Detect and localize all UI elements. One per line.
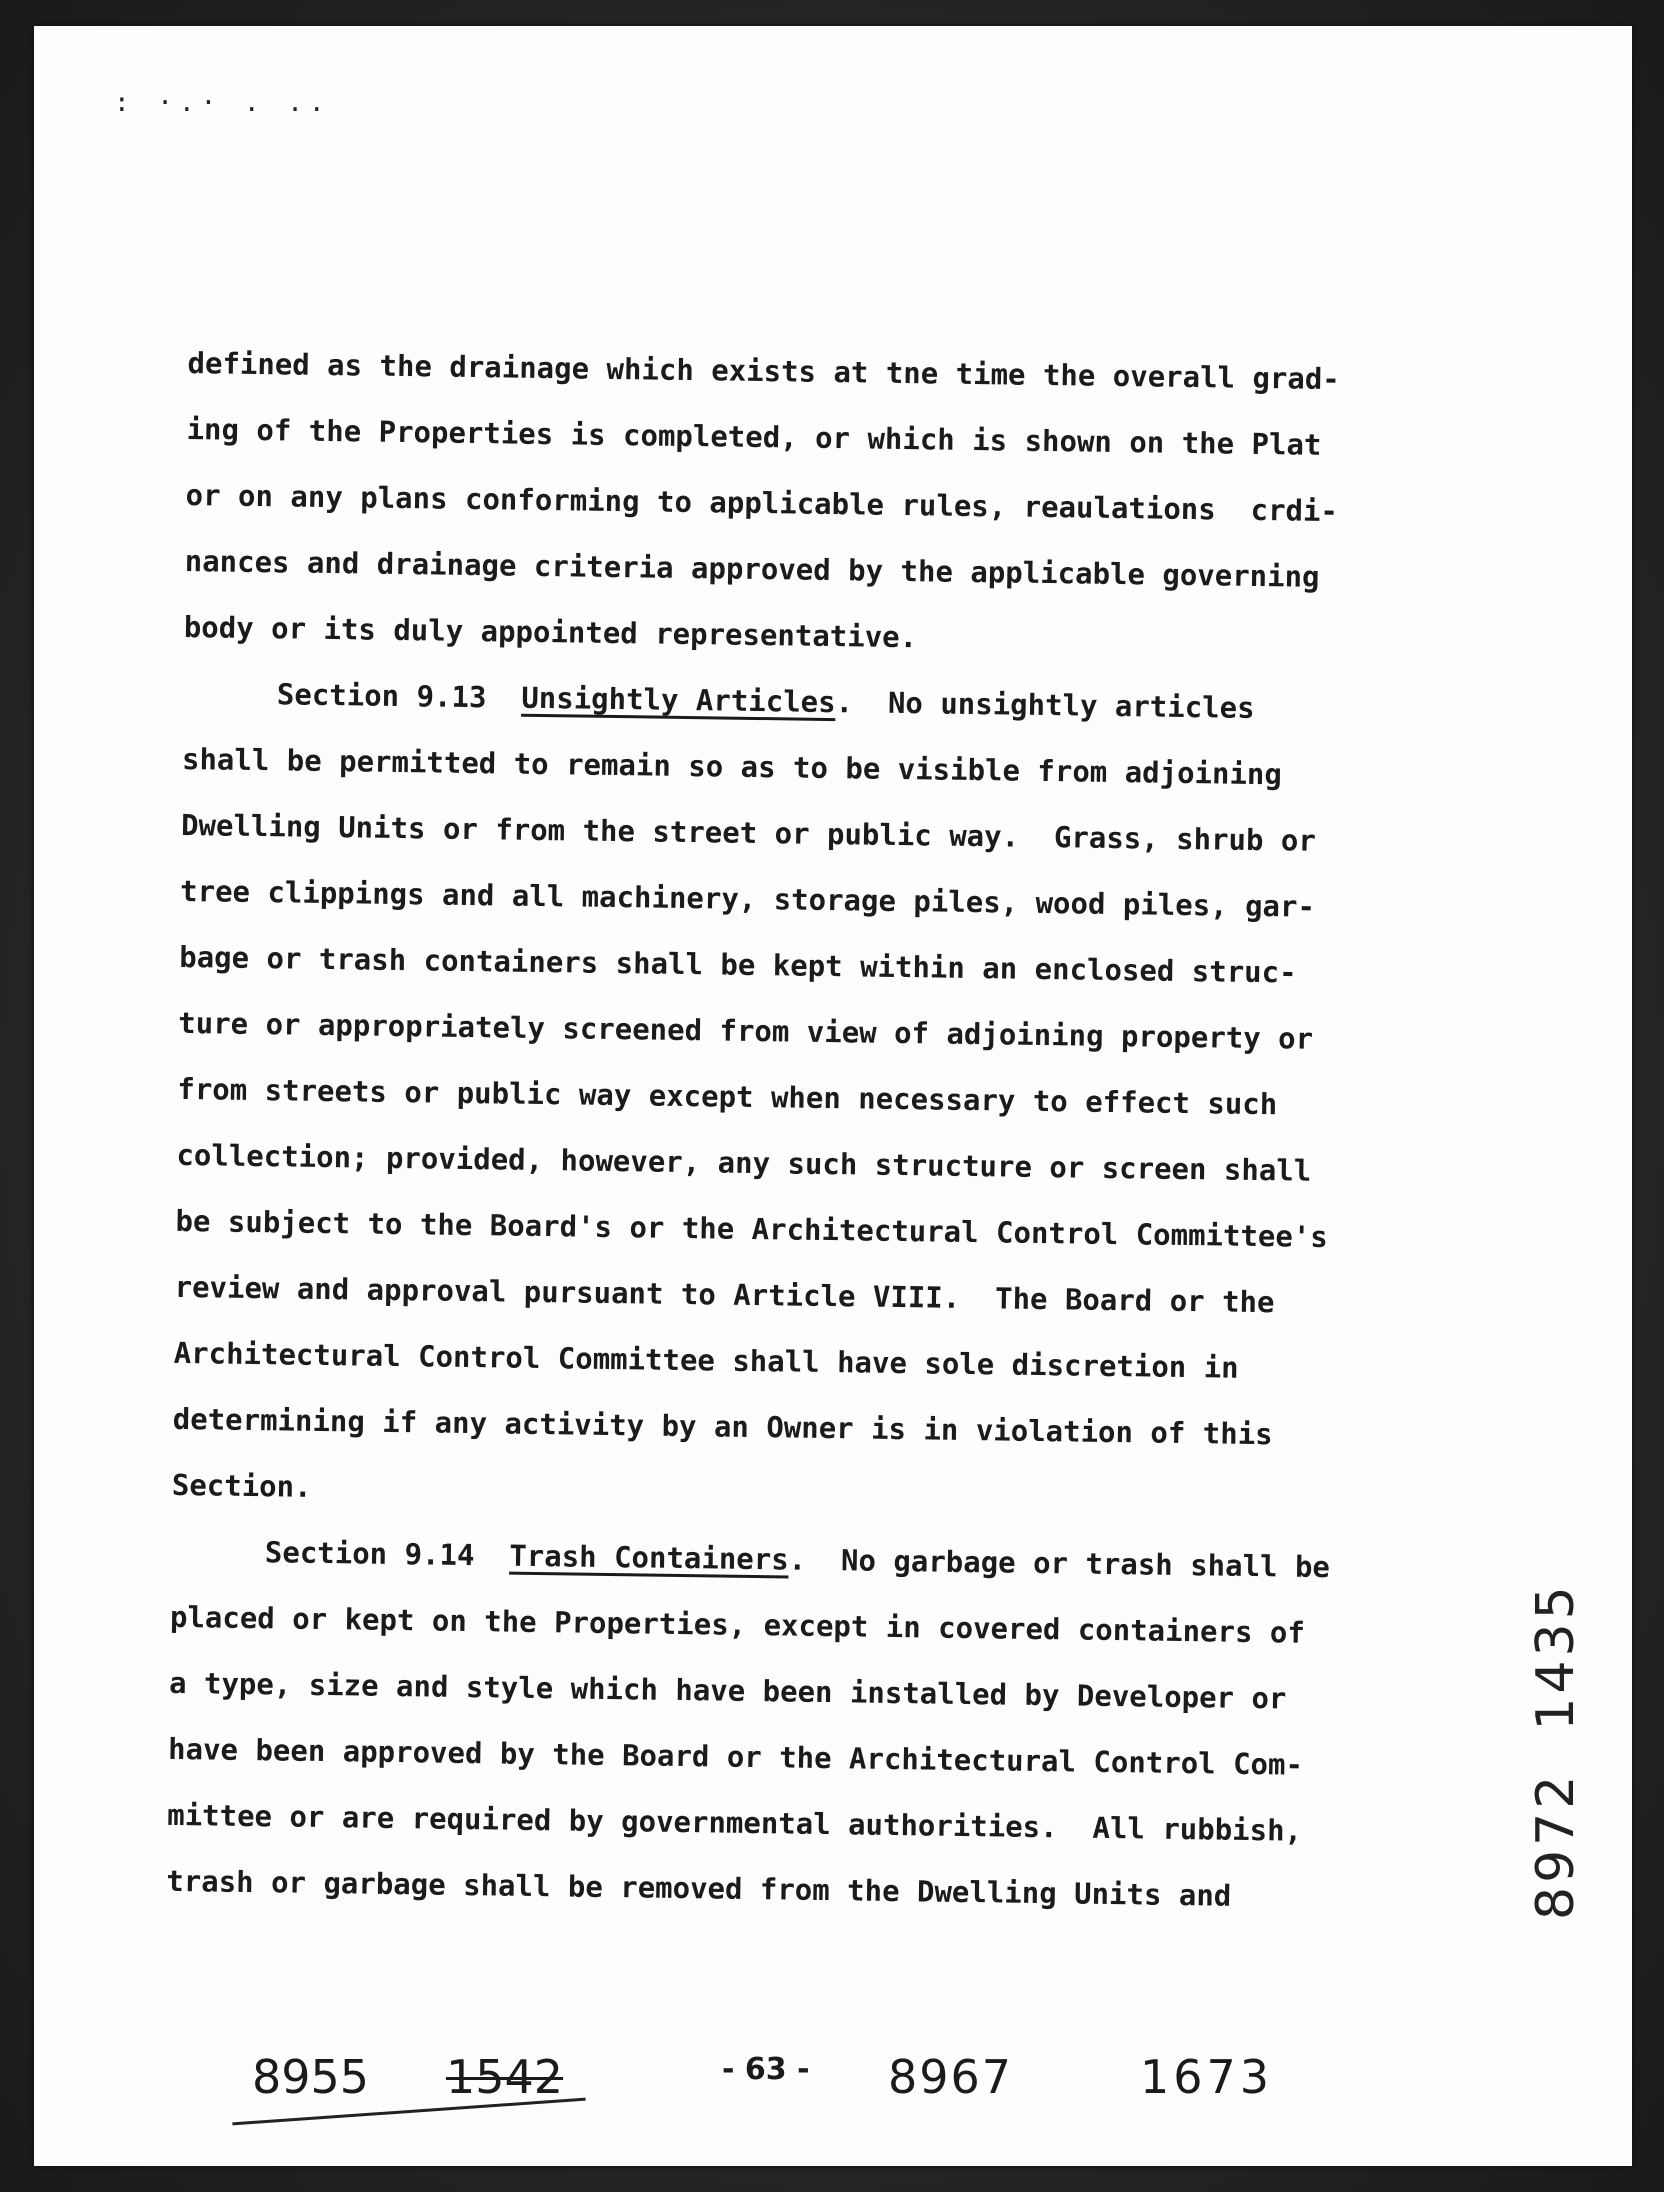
footer-left-number: 8955 bbox=[252, 2050, 370, 2104]
footer-struck-number: 1542 bbox=[446, 2050, 564, 2104]
section-9-14-title: Trash Containers bbox=[509, 1538, 789, 1577]
body-line-2: ing of the Properties is completed, or which is shown on the Plat bbox=[186, 411, 1322, 462]
section-9-13-title: Unsightly Articles bbox=[521, 680, 836, 720]
section-9-13-line-1: shall be permitted to remain so as to be visible from adjoining bbox=[181, 741, 1283, 792]
section-9-13-line-3: tree clippings and all machinery, storage piles, wood piles, gar- bbox=[179, 873, 1316, 924]
section-9-14-number: Section 9.14 bbox=[264, 1535, 475, 1573]
section-9-14-line-3: have been approved by the Board or the Architectural Control Com- bbox=[167, 1731, 1304, 1782]
footer-right-number: 1673 bbox=[1140, 2050, 1274, 2104]
section-9-13-number: Section 9.13 bbox=[276, 677, 487, 715]
section-9-13-lead: . No unsightly articles bbox=[835, 685, 1255, 725]
side-stamp-number: 8972 1435 bbox=[1526, 1582, 1586, 1920]
section-9-13-line-6: from streets or public way except when necessary to effect such bbox=[177, 1071, 1278, 1122]
section-9-13-line-11: determining if any activity by an Owner is in violation of this bbox=[172, 1401, 1273, 1452]
section-9-14-lead: . No garbage or trash shall be bbox=[788, 1542, 1331, 1585]
document-body bbox=[166, 330, 1528, 1933]
body-line-4: nances and drainage criteria approved by the applicable governing bbox=[184, 543, 1320, 594]
section-9-14-line-5: trash or garbage shall be removed from the Dwelling Units and bbox=[166, 1863, 1232, 1913]
body-line-5: body or its duly appointed representative. bbox=[183, 609, 918, 655]
scan-specks: : ·.· . .. bbox=[114, 88, 331, 118]
section-9-13-line-8: be subject to the Board's or the Architectural Control Committee's bbox=[175, 1203, 1329, 1255]
section-9-14-line-2: a type, size and style which have been installed by Developer or bbox=[168, 1665, 1287, 1716]
section-9-13-line-5: ture or appropriately screened from view of adjoining property or bbox=[178, 1005, 1314, 1056]
section-9-13-line-12: Section. bbox=[171, 1467, 312, 1504]
section-9-14-line-1: placed or kept on the Properties, except in covered containers of bbox=[169, 1599, 1306, 1650]
body-line-1: defined as the drainage which exists at tne time the overall grad- bbox=[187, 345, 1340, 397]
body-line-3: or on any plans conforming to applicable rules, reaulations crdi- bbox=[185, 477, 1339, 529]
section-9-13-line-4: bage or trash containers shall be kept within an enclosed struc- bbox=[179, 939, 1297, 990]
section-9-13-line-7: collection; provided, however, any such structure or screen shall bbox=[176, 1137, 1312, 1188]
footer-mid-number: 8967 bbox=[888, 2050, 1014, 2104]
section-9-13-line-10: Architectural Control Committee shall have sole discretion in bbox=[173, 1335, 1239, 1385]
page-number: - 63 - bbox=[722, 2052, 810, 2087]
section-9-14-line-4: mittee or are required by governmental authorities. All rubbish, bbox=[167, 1797, 1303, 1848]
section-9-13-line-9: review and approval pursuant to Article VIII. The Board or the bbox=[174, 1269, 1275, 1320]
section-9-13-line-2: Dwelling Units or from the street or public way. Grass, shrub or bbox=[180, 807, 1317, 858]
